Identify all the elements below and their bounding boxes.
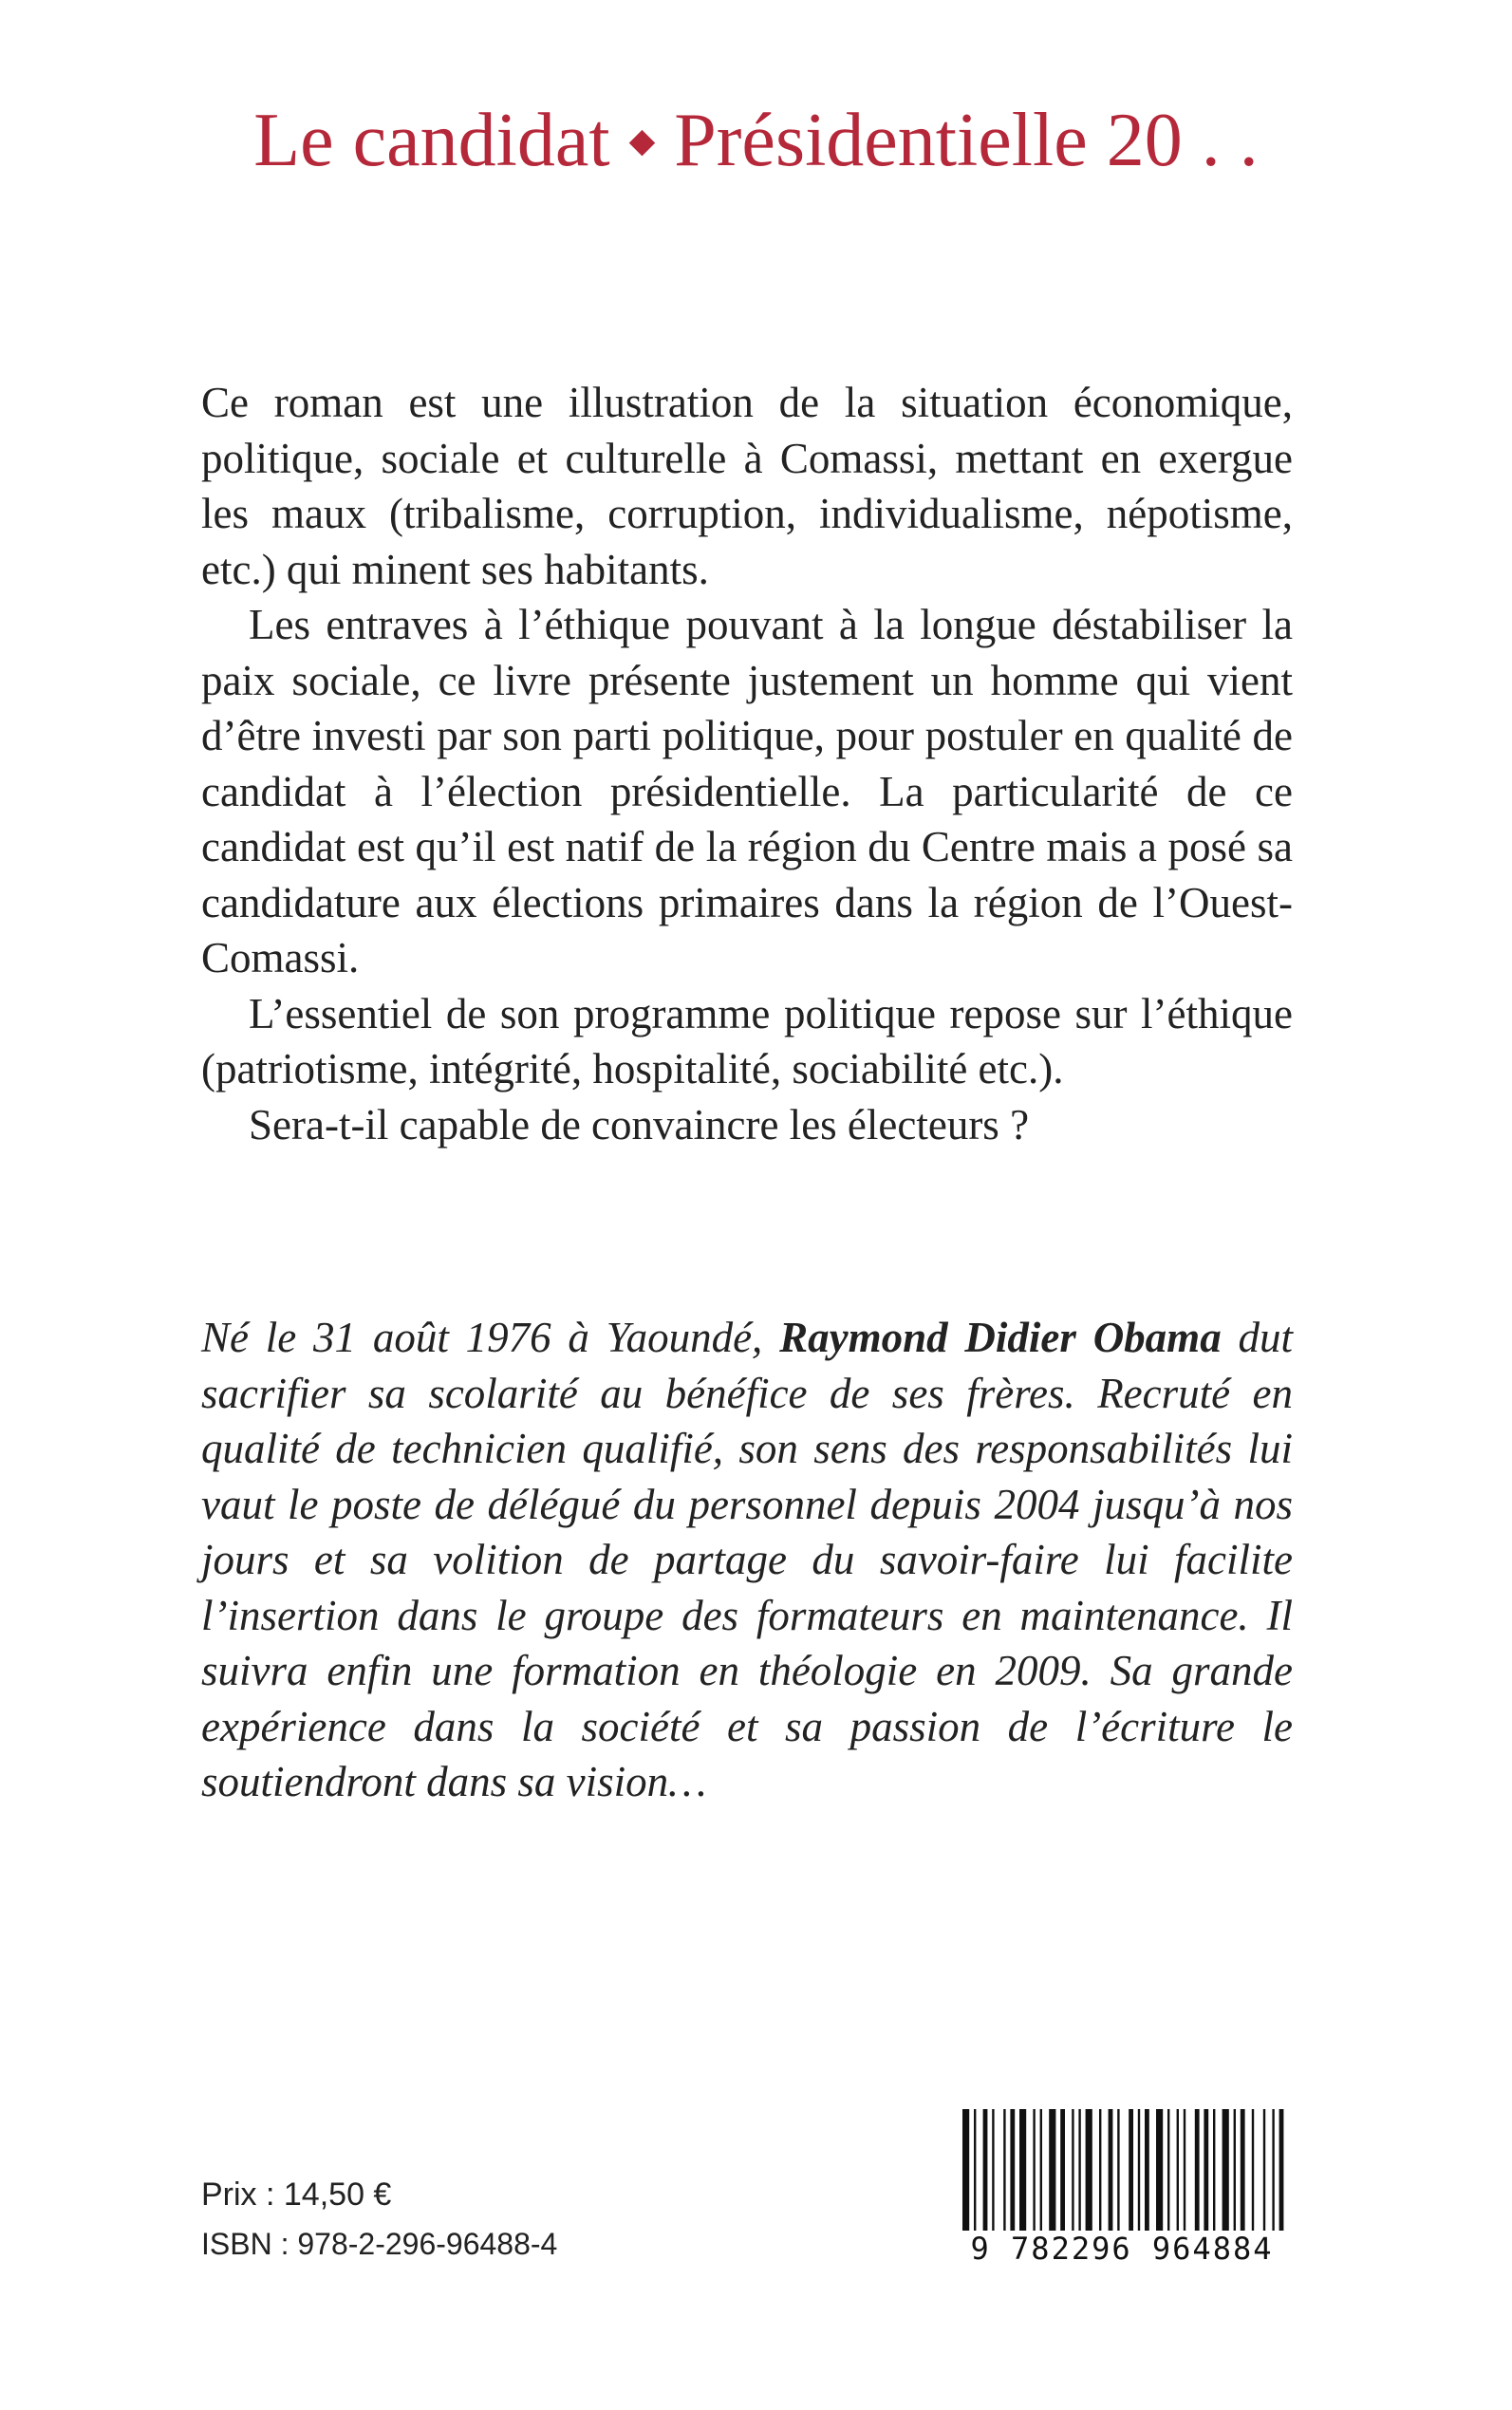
barcode-bar [1138,2109,1140,2233]
barcode-bar [1252,2109,1254,2233]
barcode-bar [1204,2109,1208,2233]
diamond-separator-icon: ◆ [628,121,656,159]
bio-intro: Né le 31 août 1976 à Yaoundé, [201,1314,780,1361]
author-bio-paragraph [201,1310,1293,1810]
isbn-label: ISBN : 978-2-296-96488-4 [201,2227,558,2261]
book-title [0,99,1512,182]
bio-body: dut sacrifier sa scolarité au bénéfice de ses frères. Recruté en qualité de technicien qualifié, son sens des responsabilités lui vaut le poste de délégué du personnel depuis 2004 jusqu’à nos jours et sa volition de partage du savoir-faire lui facilite l’insertion dans le groupe des formateurs en maintenance. Il suivra enfin une formation en théologie en 2009. Sa grande expérience dans la société et sa passion de l’écriture le soutiendront dans sa vision… [201,1314,1293,1805]
barcode-bar [1195,2109,1200,2233]
barcode-bar [1086,2109,1092,2233]
barcode-bar [1078,2109,1080,2233]
author-bio [201,1310,1293,1810]
barcode-bar [974,2109,976,2233]
barcode-bar [1213,2109,1215,2233]
barcode-number: 9 782296 964884 [951,2231,1293,2267]
barcode-bar [1003,2109,1005,2233]
barcode-bar [1099,2109,1101,2233]
barcode-bar [1109,2109,1113,2233]
synopsis-paragraph-2: Les entraves à l’éthique pouvant à la longue déstabiliser la paix sociale, ce livre présente justement un homme qui vient d’être investi par son parti politique, pour postuler en qualité de candidat à l’élection présidentielle. La particularité de ce candidat est qu’il est natif de la région du Centre mais a posé sa candidature aux élections primaires dans la région de l’Ouest-Comassi. [201,601,1293,981]
synopsis-paragraph-4: Sera-t-il capable de convaincre les électeurs ? [249,1100,1030,1149]
barcode-bar [1234,2109,1236,2233]
barcode-bar [1049,2109,1055,2233]
barcode-bar [1145,2109,1149,2233]
barcode-bar [1223,2109,1229,2233]
barcode-bar [1040,2109,1042,2233]
barcode-bar [1241,2109,1245,2233]
barcode-bar [1117,2109,1119,2233]
barcode-bar [1129,2109,1133,2233]
barcode-bar [1167,2109,1169,2233]
barcode-bar [1263,2109,1265,2233]
barcode-bar [1184,2109,1185,2233]
barcode-bar [992,2109,994,2233]
barcode-bar [962,2109,969,2233]
barcode-bar [1033,2109,1035,2233]
synopsis [201,375,1293,1152]
barcode-bar [1072,2109,1073,2233]
barcode-bar [1019,2109,1026,2233]
barcode-bar [1060,2109,1065,2233]
title-part-1: Le candidat [253,99,610,182]
title-part-2: Présidentielle 20 . . [674,99,1259,182]
price-label: Prix : 14,50 € [201,2176,392,2213]
barcode-bar [1272,2109,1274,2233]
synopsis-paragraph-1: Ce roman est une illustration de la situation économique, politique, sociale et culturelle à Comassi, mettant en exergue les maux (tribalisme, corruption, individualisme, népotisme, etc.) qui minent ses habitants. [201,379,1293,593]
barcode-bar [1177,2109,1179,2233]
author-name: Raymond Didier Obama [779,1314,1222,1361]
barcode-bar [1010,2109,1015,2233]
barcode-bar [1156,2109,1163,2233]
barcode-bar [983,2109,988,2233]
barcode-bar [1279,2109,1284,2233]
synopsis-paragraph-3: L’essentiel de son programme politique repose sur l’éthique (patriotisme, intégrité, hospitalité, sociabilité etc.). [201,989,1293,1093]
